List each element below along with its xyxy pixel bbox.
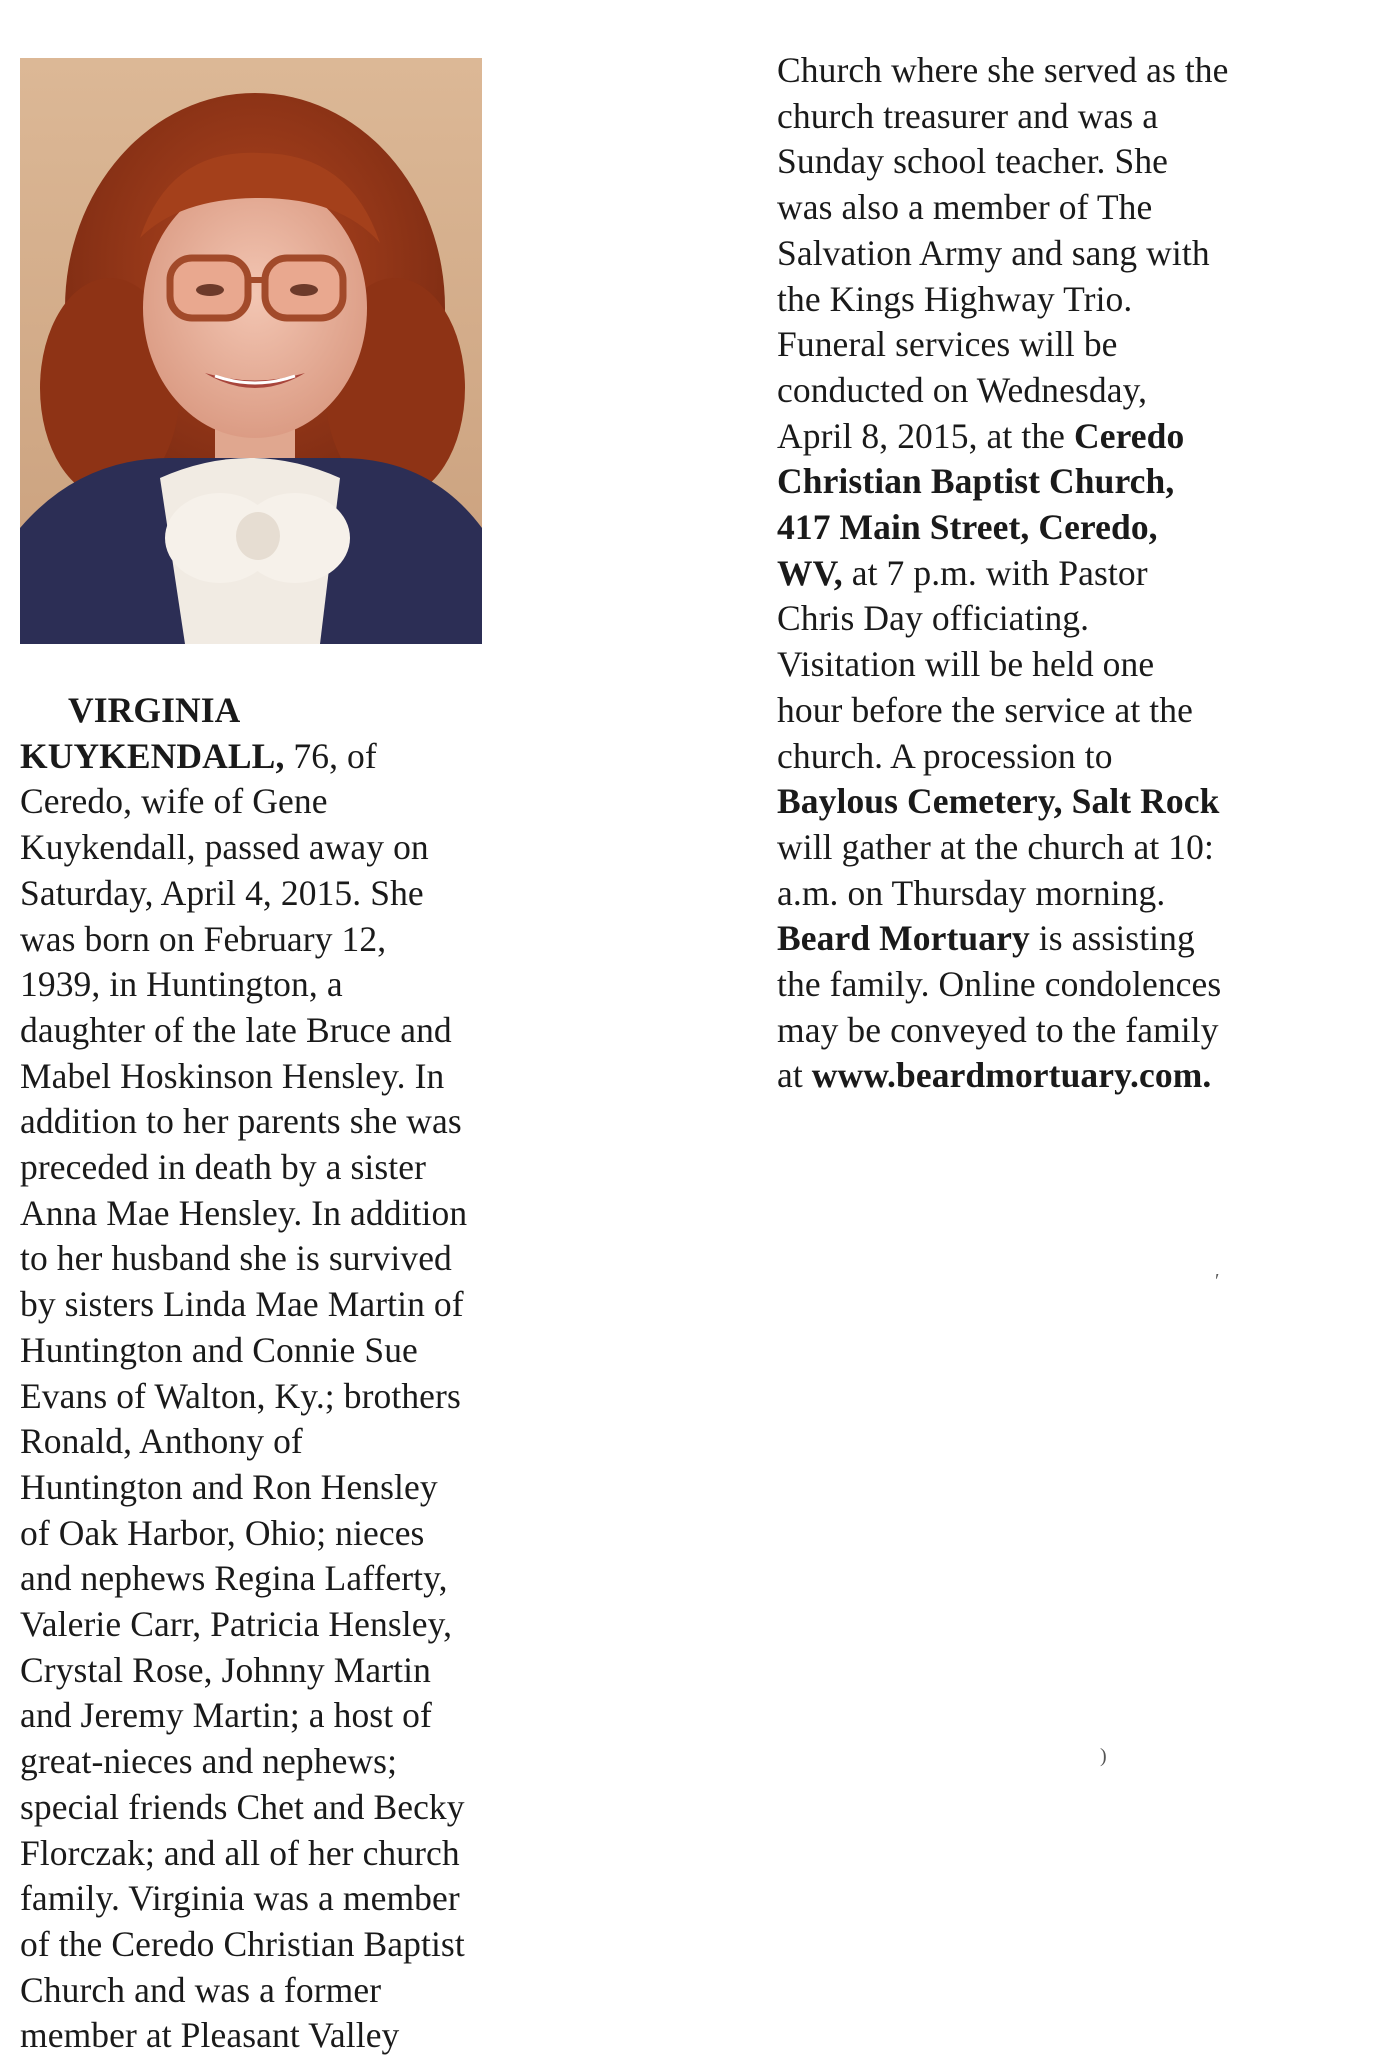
obituary-line: was also a member of The [777, 187, 1153, 228]
obituary-right-column [777, 48, 1337, 1099]
obituary-line [777, 779, 1337, 825]
obituary-line: member at Pleasant Valley [20, 2015, 400, 2056]
obituary-line: Sunday school teacher. She [777, 141, 1169, 182]
print-speck: ) [1100, 1745, 1107, 1767]
obituary-line: Beard Mortuary is assisting [777, 918, 1195, 959]
church-name: Christian Baptist Church, [777, 461, 1175, 502]
obituary-line [777, 459, 1337, 505]
obituary-line [777, 505, 1337, 551]
obituary-line: Anna Mae Hensley. In addition [20, 1192, 468, 1233]
obituary-line: the Kings Highway Trio. [777, 278, 1133, 319]
portrait-illustration [20, 58, 482, 644]
obituary-line: to her husband she is survived [20, 1238, 452, 1279]
obituary-line: at www.beardmortuary.com. [777, 1055, 1212, 1096]
obituary-name-last: KUYKENDALL, [20, 735, 285, 776]
mortuary-website-link[interactable]: www.beardmortuary.com. [811, 1055, 1212, 1096]
cemetery-name: Baylous Cemetery, Salt Rock [777, 781, 1220, 822]
obituary-line: KUYKENDALL, 76, of [20, 735, 377, 776]
portrait-photo [20, 58, 482, 644]
obituary-line: Evans of Walton, Ky.; brothers [20, 1375, 461, 1416]
obituary-line: of Oak Harbor, Ohio; nieces [20, 1512, 425, 1553]
obituary-line: Kuykendall, passed away on [20, 827, 429, 868]
church-state: WV, [777, 552, 843, 593]
obituary-line: of the Ceredo Christian Baptist [20, 1923, 465, 1964]
obituary-line: Salvation Army and sang with [777, 232, 1210, 273]
obituary-line: a.m. on Thursday morning. [777, 872, 1166, 913]
obituary-line: hour before the service at the [777, 689, 1193, 730]
obituary-line: by sisters Linda Mae Martin of [20, 1284, 464, 1325]
obituary-line: and nephews Regina Lafferty, [20, 1558, 448, 1599]
church-address: 417 Main Street, Ceredo, [777, 507, 1158, 548]
obituary-line: Visitation will be held one [777, 644, 1155, 685]
obituary-name-first: VIRGINIA [68, 690, 241, 730]
obituary-line: 1939, in Huntington, a [20, 964, 343, 1005]
obituary-line: Mabel Hoskinson Hensley. In [20, 1055, 445, 1096]
obituary-line: Valerie Carr, Patricia Hensley, [20, 1604, 453, 1645]
obituary-line: Ronald, Anthony of [20, 1421, 303, 1462]
obituary-line: addition to her parents she was [20, 1101, 462, 1142]
obituary-line: church treasurer and was a [777, 95, 1159, 136]
obituary-line: Huntington and Connie Sue [20, 1329, 418, 1370]
mortuary-name: Beard Mortuary [777, 918, 1030, 959]
obituary-line: great-nieces and nephews; [20, 1741, 398, 1782]
obituary-line: Chris Day officiating. [777, 598, 1090, 639]
obituary-line: conducted on Wednesday, [777, 369, 1148, 410]
obituary-line: and Jeremy Martin; a host of [20, 1695, 432, 1736]
obituary-left-column [20, 688, 540, 2059]
obituary-line: special friends Chet and Becky [20, 1786, 465, 1827]
obituary-line: Church where she served as the [777, 50, 1229, 90]
obituary-line: Crystal Rose, Johnny Martin [20, 1649, 431, 1690]
obituary-line: Ceredo, wife of Gene [20, 781, 328, 822]
obituary-line: was born on February 12, [20, 918, 387, 959]
obituary-line: April 8, 2015, at the Ceredo [777, 415, 1185, 456]
obituary-line: Funeral services will be [777, 324, 1118, 365]
obituary-line: preceded in death by a sister [20, 1147, 427, 1188]
obituary-line: church. A procession to [777, 735, 1113, 776]
obituary-line: daughter of the late Bruce and [20, 1009, 452, 1050]
obituary-line: WV, at 7 p.m. with Pastor [777, 552, 1148, 593]
church-name: Ceredo [1074, 415, 1185, 456]
obituary-line: will gather at the church at 10: [777, 826, 1214, 867]
obituary-line: may be conveyed to the family [777, 1009, 1219, 1050]
print-speck: ′ [1215, 1270, 1220, 1292]
obituary-line: family. Virginia was a member [20, 1878, 460, 1919]
obituary-line: Huntington and Ron Hensley [20, 1466, 438, 1507]
obituary-line: Florczak; and all of her church [20, 1832, 460, 1873]
obituary-line: Saturday, April 4, 2015. She [20, 872, 424, 913]
obituary-line: the family. Online condolences [777, 964, 1222, 1005]
obituary-line: Church and was a former [20, 1969, 382, 2010]
